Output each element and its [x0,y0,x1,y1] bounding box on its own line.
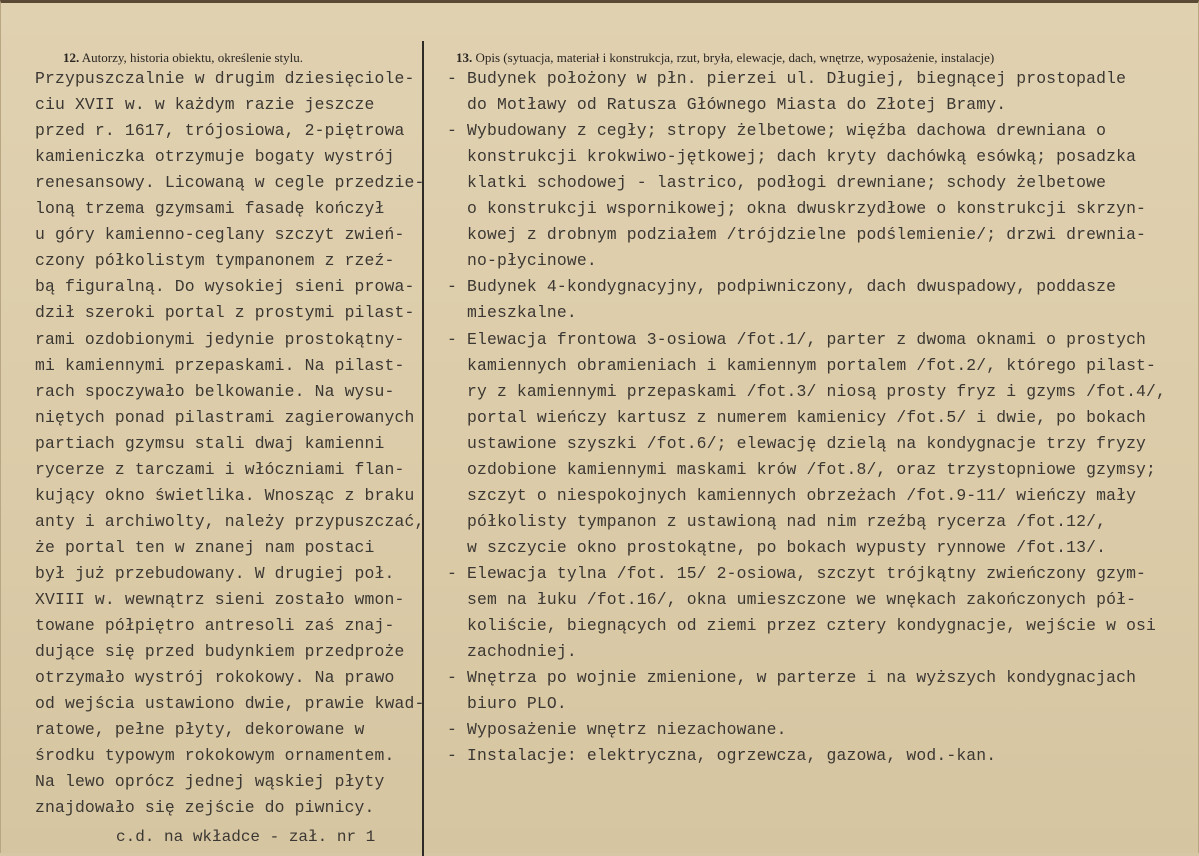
history-text-line: dził szeroki portal z prostymi pilast- [35,303,415,323]
description-text-line: o konstrukcji wspornikowej; okna dwuskrzydłowe o konstrukcji skrzyn- [467,199,1147,219]
history-text-line: od wejścia ustawiono dwie, prawie kwad- [35,694,425,714]
description-text-line: kamiennych obramieniach i kamiennym portalem /fot.2/, którego pilast- [467,355,1157,375]
description-text-line: Elewacja tylna /fot. 15/ 2-osiowa, szczyt trójkątny zwieńczony gzym- [467,563,1147,583]
description-text-line: koliście, biegnących od ziemi przez cztery kondygnacje, wejście w osi [467,616,1157,636]
description-text-line: szczyt o niespokojnych kamiennych obrzeżach /fot.9-11/ wieńczy mały [467,485,1137,505]
description-text-line: klatki schodowej - lastrico, podłogi drewniane; schody żelbetowe [467,173,1107,193]
history-text-line: rami ozdobionymi jedynie prostokątny- [35,329,405,349]
history-text-line: mi kamiennymi przepaskami. Na pilast- [35,355,405,375]
history-text-line: u góry kamienno-ceglany szczyt zwień- [35,225,405,245]
history-text-line: dujące się przed budynkiem przedproże [35,642,405,662]
history-text-line: czony półkolistym tympanonem z rzeź- [35,251,395,271]
section-13-title: Opis (sytuacja, materiał i konstrukcja, rzut, bryła, elewacje, dach, wnętrze, wyposażenie, instalacje) [475,50,995,65]
column-divider [422,41,424,856]
description-text-line: Budynek 4-kondygnacyjny, podpiwniczony, dach dwuspadowy, poddasze [467,277,1117,297]
description-text-line: ozdobione kamiennymi maskami krów /fot.8/, oraz trzystopniowe gzymsy; [467,459,1157,479]
description-text-line: mieszkalne. [467,303,577,323]
bullet-dash: - [447,746,457,766]
history-text-line: ratowe, pełne płyty, dekorowane w [35,720,365,740]
history-text-line: towane półpiętro antresoli zaś znaj- [35,616,395,636]
description-text-line: ustawione szyszki /fot.6/; elewację dzielą na kondygnacje trzy fryzy [467,433,1147,453]
history-text-line: anty i archiwolty, należy przypuszczać, [35,511,425,531]
history-text-line: niętych ponad pilastrami zagierowanych [35,407,415,427]
bullet-dash: - [447,277,457,297]
description-text-line: Instalacje: elektryczna, ogrzewcza, gazowa, wod.-kan. [467,746,997,766]
history-text-line: loną trzema gzymsami fasadę kończył [35,199,385,219]
bullet-dash: - [447,720,457,740]
history-text-line: przed r. 1617, trójosiowa, 2-piętrowa [35,121,405,141]
history-text-line: środku typowym rokokowym ornamentem. [35,746,395,766]
history-text-line: rycerze z tarczami i włóczniami flan- [35,459,405,479]
description-text-line: ry z kamiennymi przepaskami /fot.3/ niosą prosty fryz i gzyms /fot.4/, [467,381,1167,401]
description-text-line: kowej z drobnym podziałem /trójdzielne podślemienie/; drzwi drewnia- [467,225,1147,245]
bullet-dash: - [447,329,457,349]
section-12-number: 12. [63,50,80,65]
description-text-line: konstrukcji krokwiwo-jętkowej; dach kryty dachówką esówką; posadzka [467,147,1137,167]
description-text-line: do Motławy od Ratusza Głównego Miasta do Złotej Bramy. [467,95,1007,115]
section-13-number: 13. [456,50,473,65]
description-text-line: Wybudowany z cegły; stropy żelbetowe; więźba dachowa drewniana o [467,121,1107,141]
continuation-note: c.d. na wkładce - zał. nr 1 [116,828,376,846]
history-text-line: ciu XVII w. w każdym razie jeszcze [35,95,375,115]
description-text-line: biuro PLO. [467,694,567,714]
history-text-line: że portal ten w znanej nam postaci [35,537,375,557]
section-12-title: Autorzy, historia obiektu, określenie stylu. [81,50,303,65]
section-12-heading [63,50,303,66]
section-13-heading [456,50,994,66]
description-text-line: zachodniej. [467,642,577,662]
bullet-dash: - [447,69,457,88]
history-text-line: kamieniczka otrzymuje bogaty wystrój [35,147,395,167]
history-text-line: partiach gzymsu stali dwaj kamienni [35,433,385,453]
bullet-dash: - [447,121,457,141]
bullet-dash: - [447,563,457,583]
history-text-line: był już przebudowany. W drugiej poł. [35,563,395,583]
description-text-line: półkolisty tympanon z ustawioną nad nim rzeźbą rycerza /fot.12/, [467,511,1107,531]
bullet-dash: - [447,668,457,688]
history-text-line: rach spoczywało belkowanie. Na wysu- [35,381,395,401]
history-text-line: kujący okno świetlika. Wnosząc z braku [35,485,415,505]
history-text-line: Przypuszczalnie w drugim dziesięciole- [35,69,415,88]
description-text-line: Elewacja frontowa 3-osiowa /fot.1/, parter z dwoma oknami o prostych [467,329,1147,349]
description-text-line: no-płycinowe. [467,251,597,271]
history-text-line: Na lewo oprócz jednej wąskiej płyty [35,772,385,792]
history-text-line: renesansowy. Licowaną w cegle przedzie- [35,173,425,193]
history-text-line: bą figuralną. Do wysokiej sieni prowa- [35,277,415,297]
description-text-line: sem na łuku /fot.16/, okna umieszczone we wnękach zakończonych pół- [467,590,1137,609]
description-text-line: Budynek położony w płn. pierzei ul. Długiej, biegnącej prostopadle [467,69,1127,88]
description-text-line: Wnętrza po wojnie zmienione, w parterze i na wyższych kondygnacjach [467,668,1137,688]
history-text-line: otrzymało wystrój rokokowy. Na prawo [35,668,395,688]
history-text-line: znajdowało się zejście do piwnicy. [35,798,375,818]
description-text-line: portal wieńczy kartusz z numerem kamienicy /fot.5/ i dwie, po bokach [467,407,1147,427]
description-text-line: Wyposażenie wnętrz niezachowane. [467,720,787,740]
history-text-line: XVIII w. wewnątrz sieni zostało wmon- [35,590,405,609]
description-text-line: w szczycie okno prostokątne, po bokach wypusty rynnowe /fot.13/. [467,537,1107,557]
